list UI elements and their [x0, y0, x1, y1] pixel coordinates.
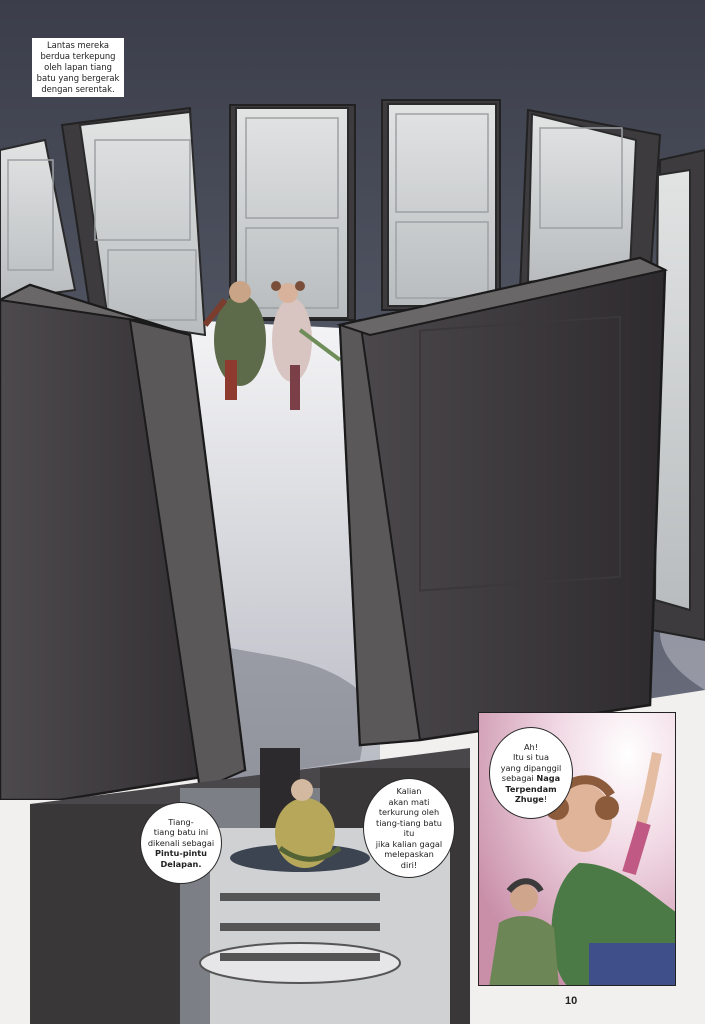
- bubble-word-bold: Naga: [536, 773, 561, 783]
- bubble-word: sebagai: [501, 773, 534, 783]
- bubble-line: yang dipanggil: [500, 762, 562, 773]
- bubble-line: Kalian: [396, 786, 422, 796]
- bubble-line: dikenali sebagai: [147, 837, 215, 848]
- caption-line: oleh lapan tiang: [44, 62, 112, 72]
- caption-line: dengan serentak.: [41, 84, 115, 94]
- front-pillar-right: [340, 258, 665, 745]
- bubble-line: akan mati: [388, 796, 430, 807]
- caption-line: Lantas mereka: [46, 40, 110, 50]
- bubble-word-bold: Zhuge: [514, 794, 544, 804]
- speech-bubble-left: [140, 802, 222, 884]
- panel-bottom-left-master: [30, 748, 470, 1024]
- narration-caption: [32, 38, 124, 97]
- bubble-line: jika kalian gagal: [375, 838, 443, 849]
- bubble-line: tiang-tiang batu itu: [376, 817, 442, 838]
- bubble-line: Tiang-: [168, 816, 194, 827]
- bubble-line: [502, 773, 560, 784]
- page-number: 10: [565, 995, 578, 1007]
- bubble-line: Itu si tua: [513, 752, 549, 762]
- bubble-line: Pintu-pintu: [154, 848, 207, 859]
- bubble-line: Ah!: [523, 741, 539, 752]
- bubble-line: melepaskan: [384, 849, 434, 859]
- back-pillar-4: [382, 100, 500, 310]
- bubble-line: tiang batu ini: [153, 827, 209, 838]
- bubble-line: diri!: [400, 859, 418, 870]
- panel-bottom-right-pointing: [478, 712, 676, 986]
- speech-bubble-right: [363, 778, 455, 878]
- caption-line: batu yang bergerak: [36, 73, 120, 83]
- bubble-line: Terpendam: [505, 783, 557, 794]
- bubble-word: !: [543, 794, 548, 804]
- speech-bubble-top: [489, 727, 573, 819]
- caption-line: berdua terkepung: [40, 51, 116, 61]
- bubble-line: terkurung oleh: [378, 807, 440, 817]
- bubble-line: Delapan.: [160, 858, 202, 869]
- bubble-line: [515, 794, 547, 805]
